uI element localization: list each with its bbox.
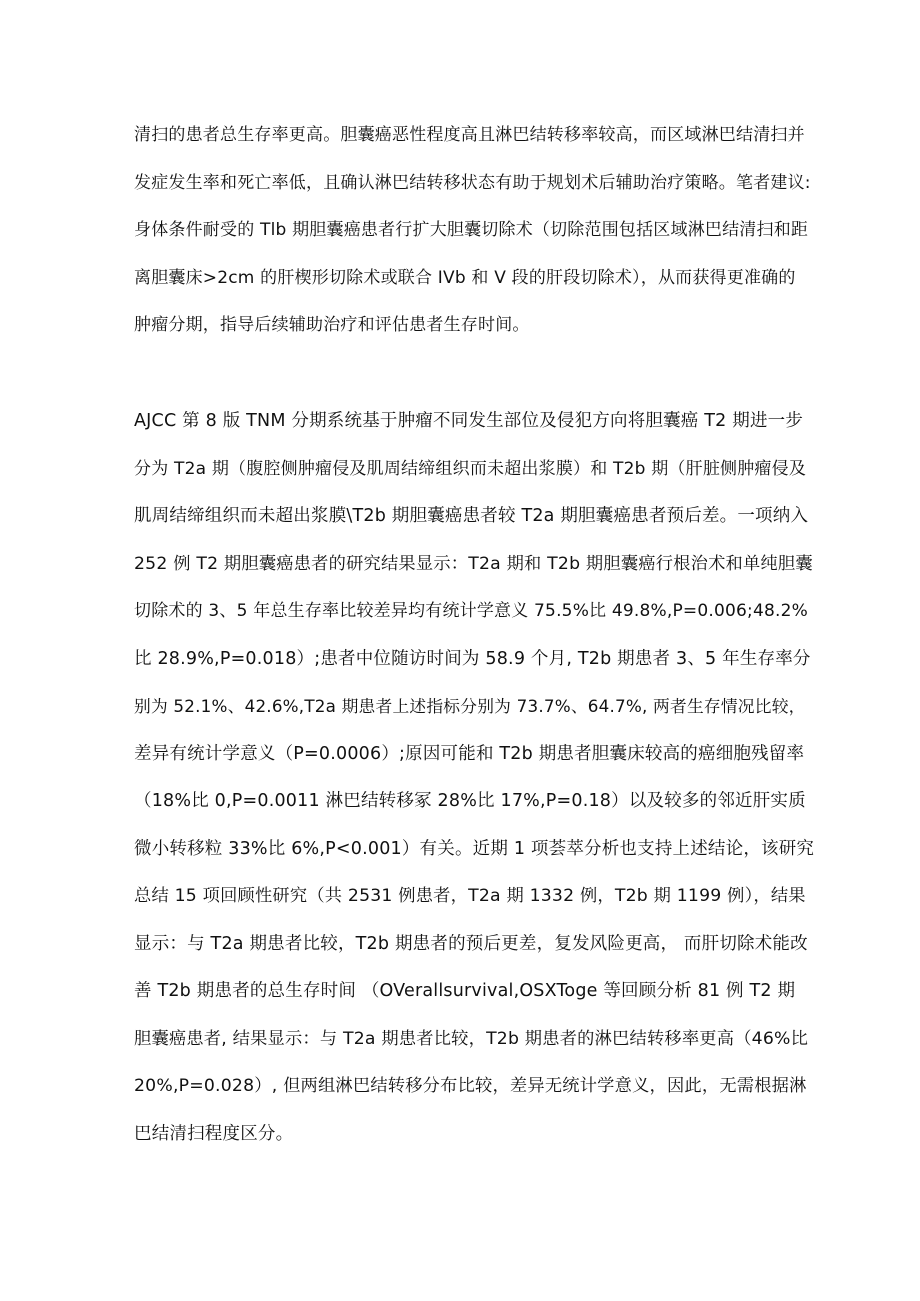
text-line: 分为 T2a 期（腹腔侧肿瘤侵及肌周结缔组织而未超出浆膜）和 T2b 期（肝脏侧肿瘤侵及 xyxy=(134,458,807,479)
paragraph-2 xyxy=(134,404,814,1164)
text-line: 别为 52.1%、42.6%,T2a 期患者上述指标分别为 73.7%、64.7%, 两者生存情况比较， xyxy=(134,696,806,716)
text-line: 巴结清扫程度区分。 xyxy=(134,1123,294,1144)
text-line: 显示：与 T2a 期患者比较，T2b 期患者的预后更差，复发风险更高， 而肝切除术能改 xyxy=(134,933,808,954)
text-line: 切除术的 3、5 年总生存率比较差异均有统计学意义 75.5%比 49.8%,P=0.006;48.2% xyxy=(134,601,808,621)
text-line: 252 例 T2 期胆囊癌患者的研究结果显示：T2a 期和 T2b 期胆囊癌行根治术和单纯胆囊 xyxy=(134,553,813,574)
text-line: 清扫的患者总生存率更高。胆囊癌恶性程度高且淋巴结转移率较高，而区域淋巴结清扫并 xyxy=(134,125,805,145)
text-line: 肿瘤分期，指导后续辅助治疗和评估患者生存时间。 xyxy=(134,315,530,335)
text-line: 肌周结缔组织而未超出浆膜\T2b 期胆囊癌患者较 T2a 期胆囊癌患者预后差。一项纳入 xyxy=(134,506,809,526)
text-line: 差异有统计学意义（P=0.0006）;原因可能和 T2b 期患者胆囊床较高的癌细胞残留率 xyxy=(134,743,805,764)
text-line: AJCC 第 8 版 TNM 分期系统基于肿瘤不同发生部位及侵犯方向将胆囊癌 T2 期进一步 xyxy=(134,411,804,431)
text-line: 身体条件耐受的 Tlb 期胆囊癌患者行扩大胆囊切除术（切除范围包括区域淋巴结清扫和距 xyxy=(134,220,809,240)
text-line: 总结 15 项回顾性研究（共 2531 例患者，T2a 期 1332 例，T2b 期 1199 例），结果 xyxy=(134,886,806,906)
text-line: 比 28.9%,P=0.018）;患者中位随访时间为 58.9 个月, T2b 期患者 3、5 年生存率分 xyxy=(134,648,811,669)
text-line: 发症发生率和死亡率低，且确认淋巴结转移状态有助于规划术后辅助治疗策略。笔者建议: xyxy=(134,172,811,193)
text-line: 微小转移粒 33%比 6%,P<0.001）有关。近期 1 项荟萃分析也支持上述结论，该研究 xyxy=(134,838,815,859)
text-line: 善 T2b 期患者的总生存时间 （OVerallsurvival,OSXToge 等回顾分析 81 例 T2 期 xyxy=(134,981,796,1001)
text-line: （18%比 0,P=0.0011 淋巴结转移冢 28%比 17%,P=0.18）以及较多的邻近肝实质 xyxy=(134,791,806,811)
paragraph-1 xyxy=(134,118,814,356)
text-line: 离胆囊床>2cm 的肝楔形切除术或联合 IVb 和 V 段的肝段切除术），从而获得更准确的 xyxy=(134,267,796,288)
text-line: 胆囊癌患者, 结果显示：与 T2a 期患者比较，T2b 期患者的淋巴结转移率更高（46%比 xyxy=(134,1028,809,1049)
text-line: 20%,P=0.028）, 但两组淋巴结转移分布比较，差异无统计学意义，因此，无需根据淋 xyxy=(134,1076,807,1096)
